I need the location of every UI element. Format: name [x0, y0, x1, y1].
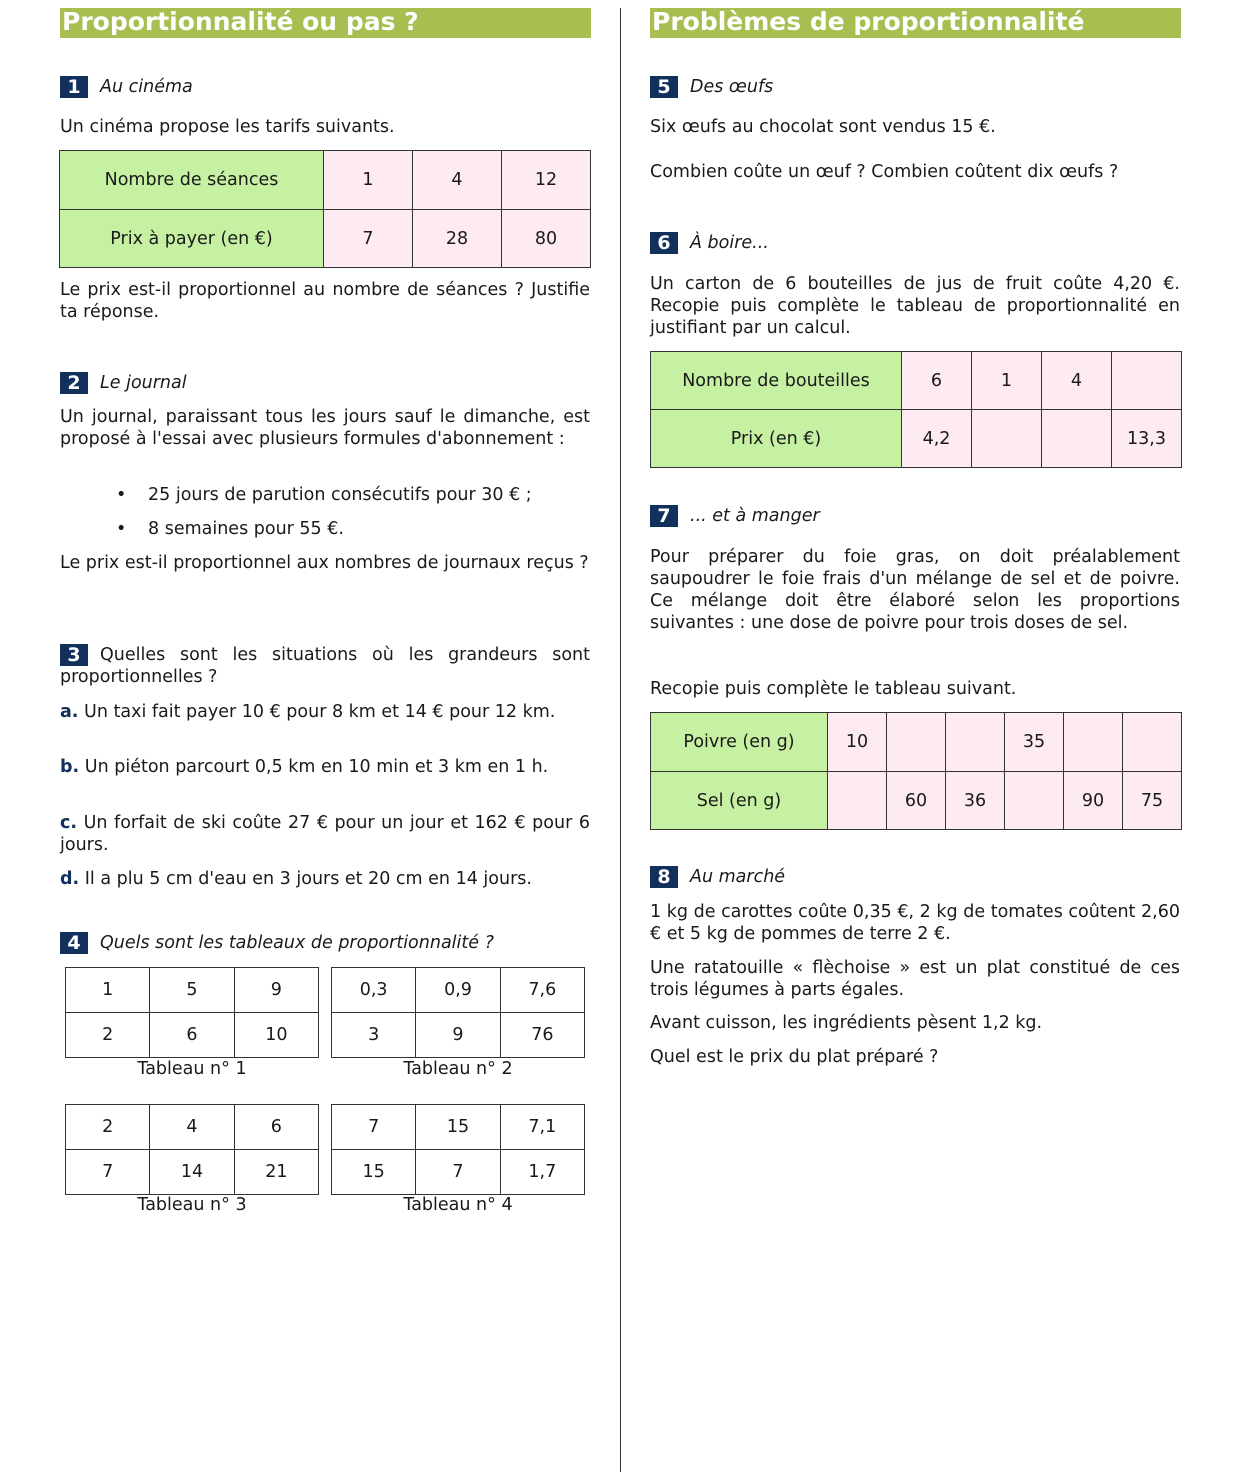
table-cell: 7: [324, 210, 413, 268]
list-bullet: •: [116, 519, 127, 539]
exercise-2-question: Le prix est-il proportionnel aux nombres de journaux reçus ?: [60, 553, 589, 573]
table-cell: 12: [502, 151, 591, 210]
table-cell: 4: [413, 151, 502, 210]
exercise-2-header: [60, 372, 187, 394]
exercise-title: Au marché: [690, 867, 786, 887]
list-item: 8 semaines pour 55 €.: [148, 519, 344, 539]
table-cell: 2: [66, 1105, 150, 1150]
exercise-8-paragraph-2: Une ratatouille « flèchoise » est un plat constitué de ces trois légumes à parts égales.: [650, 958, 1180, 1000]
table-cell: 3: [332, 1013, 416, 1058]
table-cell: [946, 713, 1005, 772]
exercise-number: 2: [60, 372, 88, 394]
exercise-8-paragraph-1: 1 kg de carottes coûte 0,35 €, 2 kg de tomates coûtent 2,60 € et 5 kg de pommes de terre 2 €.: [650, 902, 1180, 944]
table-cell: 1: [324, 151, 413, 210]
exercise-number: 8: [650, 866, 678, 888]
table-header-cell: Nombre de séances: [60, 151, 324, 210]
list-item: 25 jours de parution consécutifs pour 30 € ;: [148, 485, 532, 505]
table-cell: 7: [66, 1150, 150, 1195]
exercise-title: Au cinéma: [100, 77, 193, 97]
table-cell: [1123, 713, 1182, 772]
exercise-3-item-c: [60, 812, 590, 856]
table-cell: 36: [946, 772, 1005, 830]
exercise-8-question: Quel est le prix du plat préparé ?: [650, 1047, 939, 1067]
exercise-1-header: [60, 76, 193, 98]
exercise-title: Des œufs: [690, 77, 774, 97]
table-cell: 4: [150, 1105, 234, 1150]
exercise-title: ... et à manger: [690, 506, 820, 526]
table-cell: 7,1: [500, 1105, 584, 1150]
item-label: a.: [60, 702, 79, 722]
table-cell: 13,3: [1112, 410, 1182, 468]
table-cell: 4,2: [902, 410, 972, 468]
list-bullet: •: [116, 485, 127, 505]
column-divider: [620, 8, 621, 1472]
exercise-7-intro: Pour préparer du foie gras, on doit préalablement saupoudrer le foie frais d'un mélange de sel et de poivre. Ce mélange doit être élaboré selon les proportions suivantes : une dose de poivre pour trois doses de sel.: [650, 547, 1180, 633]
exercise-3-item-b: [60, 756, 590, 778]
table-cell: 10: [234, 1013, 318, 1058]
table-cell: 15: [416, 1105, 500, 1150]
item-text: Un forfait de ski coûte 27 € pour un jour et 162 € pour 6 jours.: [60, 813, 590, 855]
table-cell: 80: [502, 210, 591, 268]
exercise-8-paragraph-3: Avant cuisson, les ingrédients pèsent 1,2 kg.: [650, 1013, 1043, 1033]
exercise-title: Quelles sont les situations où les grandeurs sont proportionnelles ?: [60, 645, 590, 687]
item-label: d.: [60, 869, 80, 889]
table-header-cell: Poivre (en g): [651, 713, 828, 772]
exercise-number: 6: [650, 232, 678, 254]
table-cell: 7,6: [500, 968, 584, 1013]
table-cell: 9: [234, 968, 318, 1013]
table-cell: 14: [150, 1150, 234, 1195]
table-header-cell: Nombre de bouteilles: [651, 352, 902, 410]
exercise-2-intro: Un journal, paraissant tous les jours sauf le dimanche, est proposé à l'essai avec plusieurs formules d'abonnement :: [60, 407, 590, 449]
table-cell: 7: [416, 1150, 500, 1195]
table-cell: [1112, 352, 1182, 410]
item-text: Il a plu 5 cm d'eau en 3 jours et 20 cm en 14 jours.: [84, 869, 532, 889]
table-cell: 1: [972, 352, 1042, 410]
table-cell: 6: [150, 1013, 234, 1058]
table-cell: 76: [500, 1013, 584, 1058]
exercise-1-intro: Un cinéma propose les tarifs suivants.: [60, 117, 395, 137]
table-cell: 6: [234, 1105, 318, 1150]
table-cell: [828, 772, 887, 830]
right-section-banner: Problèmes de proportionnalité: [650, 8, 1181, 38]
table-caption: Tableau n° 4: [403, 1195, 513, 1215]
exercise-3-item-d: [60, 868, 532, 890]
table-cell: 9: [416, 1013, 500, 1058]
exercise-number: 4: [60, 932, 88, 954]
exercise-6-intro: Un carton de 6 bouteilles de jus de fruit coûte 4,20 €. Recopie puis complète le tableau de proportionnalité en justifiant par un calcul.: [650, 274, 1180, 338]
proportion-table-2: [331, 967, 585, 1058]
exercise-5-statement: Six œufs au chocolat sont vendus 15 €.: [650, 117, 996, 137]
exercise-title: À boire...: [690, 233, 769, 253]
exercise-number: 7: [650, 505, 678, 527]
table-cell: 4: [1042, 352, 1112, 410]
table-header-cell: Prix à payer (en €): [60, 210, 324, 268]
exercise-5-question: Combien coûte un œuf ? Combien coûtent dix œufs ?: [650, 162, 1119, 182]
table-cell: 0,3: [332, 968, 416, 1013]
table-cell: [1042, 410, 1112, 468]
table-caption: Tableau n° 1: [137, 1059, 247, 1079]
table-cell: 75: [1123, 772, 1182, 830]
table-cell: 5: [150, 968, 234, 1013]
table-cell: [1005, 772, 1064, 830]
exercise-number: 3: [60, 644, 88, 666]
exercise-3-header: [60, 644, 590, 688]
table-cell: 10: [828, 713, 887, 772]
table-cell: 90: [1064, 772, 1123, 830]
exercise-6-table: [650, 351, 1182, 468]
item-text: Un piéton parcourt 0,5 km en 10 min et 3 km en 1 h.: [84, 757, 549, 777]
exercise-number: 1: [60, 76, 88, 98]
item-label: b.: [60, 757, 80, 777]
exercise-title: Quels sont les tableaux de proportionnalité ?: [100, 933, 494, 953]
table-caption: Tableau n° 3: [137, 1195, 247, 1215]
table-cell: 2: [66, 1013, 150, 1058]
exercise-1-question: Le prix est-il proportionnel au nombre de séances ? Justifie ta réponse.: [60, 280, 590, 322]
table-cell: [972, 410, 1042, 468]
exercise-8-header: [650, 866, 785, 888]
exercise-7-table: [650, 712, 1182, 830]
table-cell: 6: [902, 352, 972, 410]
table-cell: 28: [413, 210, 502, 268]
item-text: Un taxi fait payer 10 € pour 8 km et 14 € pour 12 km.: [84, 702, 556, 722]
exercise-3-item-a: [60, 701, 590, 723]
table-cell: 35: [1005, 713, 1064, 772]
table-cell: [1064, 713, 1123, 772]
proportion-table-1: [65, 967, 319, 1058]
item-label: c.: [60, 813, 78, 833]
table-cell: 1,7: [500, 1150, 584, 1195]
table-header-cell: Sel (en g): [651, 772, 828, 830]
proportion-table-4: [331, 1104, 585, 1195]
exercise-4-header: [60, 932, 494, 954]
table-cell: 15: [332, 1150, 416, 1195]
table-cell: 0,9: [416, 968, 500, 1013]
proportion-table-3: [65, 1104, 319, 1195]
left-section-banner: Proportionnalité ou pas ?: [60, 8, 591, 38]
exercise-5-header: [650, 76, 773, 98]
exercise-7-instruction: Recopie puis complète le tableau suivant.: [650, 679, 1017, 699]
exercise-7-header: [650, 505, 820, 527]
exercise-number: 5: [650, 76, 678, 98]
exercise-6-header: [650, 232, 769, 254]
table-cell: 21: [234, 1150, 318, 1195]
table-cell: 60: [887, 772, 946, 830]
table-cell: 1: [66, 968, 150, 1013]
exercise-1-table: [59, 150, 591, 268]
table-cell: 7: [332, 1105, 416, 1150]
table-caption: Tableau n° 2: [403, 1059, 513, 1079]
exercise-title: Le journal: [100, 373, 187, 393]
table-cell: [887, 713, 946, 772]
table-header-cell: Prix (en €): [651, 410, 902, 468]
